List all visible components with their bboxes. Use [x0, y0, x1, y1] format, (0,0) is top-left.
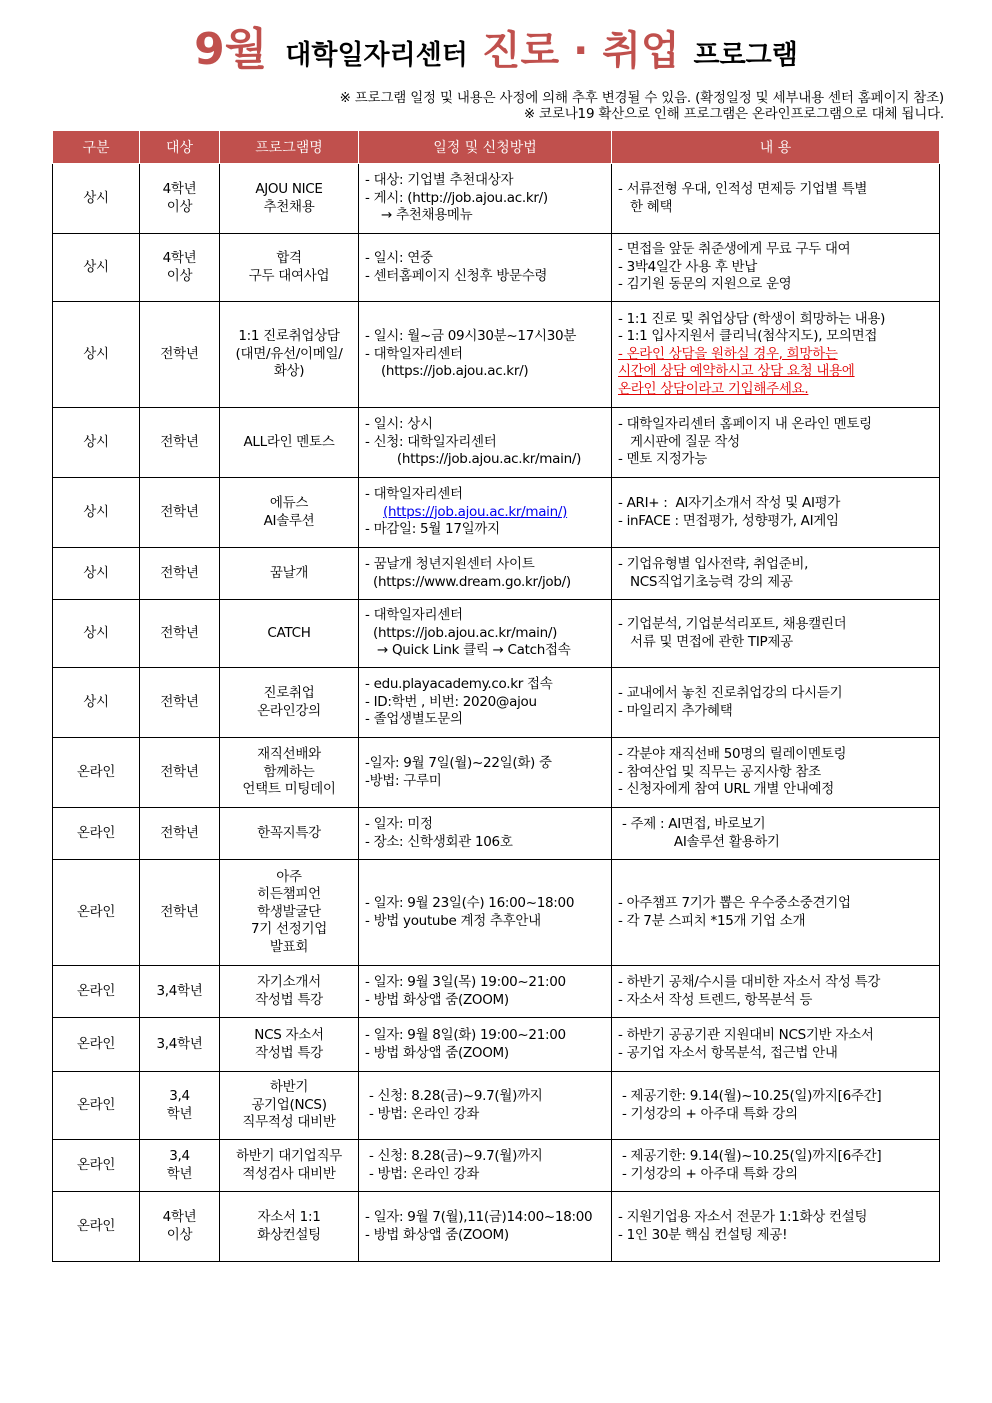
cell-line: - 1:1 진로 및 취업상담 (학생이 희망하는 내용): [618, 310, 886, 327]
cell-line: 적성검사 대비반: [242, 1165, 336, 1182]
cell-line: - 제공기한: 9.14(월)~10.25(일)까지[6주간]: [618, 1148, 882, 1164]
cell-content: [612, 164, 940, 234]
cell-schedule: [359, 478, 612, 548]
cell-line: NCS 자소서: [254, 1027, 324, 1043]
cell-schedule: [359, 668, 612, 738]
cell-line: - 기성강의 + 아주대 특화 강의: [618, 1105, 798, 1122]
cell-target: [140, 860, 220, 966]
cell-schedule: [359, 164, 612, 234]
cell-schedule: [359, 860, 612, 966]
cell-type: [53, 860, 140, 966]
cell-schedule: [359, 302, 612, 408]
cell-line: 이상: [166, 267, 193, 284]
cell-schedule: [359, 966, 612, 1018]
cell-line: - 센터홈페이지 신청후 방문수령: [365, 267, 548, 284]
cell-line: (https://job.ajou.ac.kr/main/): [365, 624, 558, 641]
cell-line: 이상: [166, 1226, 193, 1243]
cell-type: [53, 302, 140, 408]
cell-line: (대면/유선/이메일/: [235, 345, 343, 362]
cell-line: 전학년: [160, 503, 199, 520]
cell-line: - 일자: 미정: [365, 816, 433, 832]
cell-target: [140, 164, 220, 234]
cell-line: 학생발굴단: [257, 903, 321, 920]
cell-schedule: [359, 738, 612, 808]
cell-line: 온라인: [76, 1096, 116, 1113]
cell-schedule: [359, 408, 612, 478]
cell-line: - 신청자에게 참여 URL 개별 안내예정: [618, 781, 835, 798]
cell-program-name: [220, 1072, 359, 1140]
cell-line: 전학년: [160, 624, 199, 641]
cell-content: [612, 1192, 940, 1262]
cell-line: 온라인: [76, 763, 116, 780]
cell-line: - 방법 화상앱 줌(ZOOM): [365, 1044, 509, 1061]
cell-line: 전학년: [160, 763, 199, 780]
cell-line: 화상): [273, 363, 305, 380]
cell-line: 전학년: [160, 824, 199, 841]
cell-line: 온라인: [76, 1217, 116, 1234]
cell-line: - 지원기업용 자소서 전문가 1:1화상 컨설팅: [618, 1209, 868, 1225]
cell-target: [140, 600, 220, 668]
cell-program-name: [220, 600, 359, 668]
cell-schedule: [359, 600, 612, 668]
cell-line: - 대학일자리센터: [365, 345, 463, 362]
cell-line: 이상: [166, 198, 193, 215]
cell-type: [53, 478, 140, 548]
cell-line: - ARI+ : AI자기소개서 작성 및 AI평가: [618, 495, 841, 511]
cell-line: 7기 선정기업: [251, 921, 327, 938]
cell-line: 히든챔피언: [257, 886, 321, 903]
cell-line: 직무적성 대비반: [242, 1114, 336, 1131]
cell-program-name: [220, 548, 359, 600]
cell-line: - 김기원 동문의 지원으로 운영: [618, 276, 792, 293]
cell-line: - 일자: 9월 8일(화) 19:00~21:00: [365, 1027, 566, 1043]
cell-content: [612, 548, 940, 600]
online-consult-note: 시간에 상담 예약하시고 상담 요청 내용에: [618, 363, 855, 380]
cell-line: - 주제 : AI면접, 바로보기: [618, 816, 766, 832]
cell-line: - 각분야 재직선배 50명의 릴레이멘토링: [618, 746, 847, 763]
title-career: 진로 · 취업: [481, 28, 680, 74]
cell-content: [612, 478, 940, 548]
cell-line: - 일자: 9월 3일(목) 19:00~21:00: [365, 974, 566, 990]
cell-line: (https://www.dream.go.kr/job/): [365, 573, 571, 590]
cell-type: [53, 1192, 140, 1262]
cell-line: 3,4: [169, 1088, 190, 1104]
cell-line: (https://job.ajou.ac.kr/main/): [365, 451, 582, 468]
table-row: [53, 1192, 940, 1262]
cell-line: - 방법: 온라인 강좌: [365, 1105, 479, 1122]
table-row: [53, 1018, 940, 1072]
cell-line: - 일시: 상시: [365, 416, 433, 433]
cell-line: - 꿈날개 청년지원센터 사이트: [365, 556, 535, 572]
cell-line: - 기업분석, 기업분석리포트, 채용캘린더: [618, 616, 847, 632]
cell-type: [53, 808, 140, 860]
cell-line: 온라인: [76, 1035, 116, 1052]
cell-line: -방법: 구루미: [365, 772, 442, 789]
cell-line: 게시판에 질문 작성: [618, 433, 740, 450]
table-row: [53, 234, 940, 302]
cell-line: 공기업(NCS): [251, 1096, 327, 1113]
cell-line: - 일자: 9월 7(월),11(금)14:00~18:00: [365, 1209, 593, 1225]
cell-type: [53, 1018, 140, 1072]
cell-line: 하반기: [269, 1079, 309, 1096]
cell-schedule: [359, 808, 612, 860]
cell-program-name: [220, 860, 359, 966]
cell-line: 발표회: [269, 938, 309, 955]
cell-content: [612, 302, 940, 408]
cell-line: - 방법 youtube 계정 추후안내: [365, 912, 541, 929]
cell-line: 상시: [83, 564, 109, 581]
cell-line: - 대학일자리센터: [365, 486, 463, 503]
table-row: [53, 1140, 940, 1192]
cell-content: [612, 738, 940, 808]
cell-line: AJOU NICE: [255, 181, 323, 197]
cell-line: - 서류전형 우대, 인적성 면제등 기업별 특별: [618, 181, 868, 197]
cell-line: 4학년: [162, 250, 197, 266]
cell-line: - 공기업 자소서 항목분석, 접근법 안내: [618, 1044, 838, 1061]
cell-type: [53, 738, 140, 808]
cell-target: [140, 1192, 220, 1262]
cell-line: 전학년: [160, 903, 199, 920]
cell-line: - 일시: 연중: [365, 250, 433, 266]
cell-line: AI솔루션: [263, 512, 315, 529]
cell-content: [612, 808, 940, 860]
cell-target: [140, 1072, 220, 1140]
title-center: 대학일자리센터: [285, 40, 468, 71]
table-row: [53, 478, 940, 548]
cell-program-name: [220, 1140, 359, 1192]
cell-content: [612, 966, 940, 1018]
cell-target: [140, 668, 220, 738]
cell-program-name: [220, 408, 359, 478]
cell-line: 한꼭지특강: [257, 824, 321, 841]
cell-type: [53, 408, 140, 478]
cell-line: 전학년: [160, 693, 199, 710]
cell-target: [140, 1018, 220, 1072]
cell-type: [53, 1140, 140, 1192]
cell-line: 전학년: [160, 433, 199, 450]
cell-line: 온라인강의: [257, 702, 321, 719]
cell-line: 구두 대여사업: [248, 267, 330, 284]
cell-line: 서류 및 면접에 관한 TIP제공: [618, 633, 793, 650]
table-row: [53, 738, 940, 808]
cell-line: - 방법: 온라인 강좌: [365, 1165, 479, 1182]
cell-line: 진로취업: [263, 685, 315, 701]
cell-type: [53, 668, 140, 738]
cell-line: - 1:1 입사지원서 클리닉(첨삭지도), 모의면접: [618, 328, 878, 345]
cell-line: - 대상: 기업별 추천대상자: [365, 172, 514, 189]
cell-line: 온라인: [76, 1156, 116, 1173]
cell-line: NCS직업기초능력 강의 제공: [618, 573, 793, 590]
cell-line: 4학년: [162, 1209, 197, 1225]
cell-line: - 졸업생별도문의: [365, 711, 463, 728]
cell-type: [53, 164, 140, 234]
cell-schedule: [359, 548, 612, 600]
cell-line: - 마감일: 5월 17일까지: [365, 521, 500, 538]
cell-line: 한 혜택: [618, 198, 673, 215]
cell-line: - 1인 30분 핵심 컨설팅 제공!: [618, 1226, 788, 1243]
cell-schedule: [359, 1192, 612, 1262]
cell-program-name: [220, 1192, 359, 1262]
cell-line: 상시: [83, 258, 109, 275]
cell-target: [140, 1140, 220, 1192]
table-row: [53, 668, 940, 738]
cell-target: [140, 808, 220, 860]
cell-line: 언택트 미팅데이: [242, 781, 336, 798]
cell-line: - 기성강의 + 아주대 특화 강의: [618, 1165, 798, 1182]
online-consult-note: 온라인 상담이라고 기입해주세요.: [618, 380, 809, 397]
cell-line: 상시: [83, 693, 109, 710]
cell-line: 함께하는: [263, 763, 315, 780]
cell-line: - ID:학번 , 비번: 2020@ajou: [365, 693, 537, 710]
cell-line: - 신청: 대학일자리센터: [365, 433, 497, 450]
cell-line: 상시: [83, 503, 109, 520]
cell-line: - 3박4일간 사용 후 반납: [618, 258, 758, 275]
cell-line: - 면접을 앞둔 취준생에게 무료 구두 대여: [618, 241, 851, 258]
cell-line: 합격: [276, 250, 302, 266]
cell-line: - 하반기 공공기관 지원대비 NCS기반 자소서: [618, 1027, 874, 1043]
cell-line: - 마일리지 추가혜택: [618, 702, 733, 719]
cell-line: - 장소: 신학생회관 106호: [365, 833, 513, 850]
cell-line: - 자소서 작성 트렌드, 항목분석 등: [618, 991, 813, 1008]
cell-program-name: [220, 668, 359, 738]
cell-line: 전학년: [160, 345, 199, 362]
cell-target: [140, 548, 220, 600]
cell-line: 온라인: [76, 824, 116, 841]
cell-line: - 참여산업 및 직무는 공지사항 참조: [618, 763, 821, 780]
cell-schedule: [359, 1018, 612, 1072]
cell-line: 상시: [83, 624, 109, 641]
cell-program-name: [220, 234, 359, 302]
cell-content: [612, 668, 940, 738]
col-header-program: 프로그램명: [220, 131, 359, 164]
col-header-type: 구분: [53, 131, 140, 164]
cell-line: 상시: [83, 433, 109, 450]
cell-line: AI솔루션 활용하기: [618, 833, 780, 850]
cell-target: [140, 966, 220, 1018]
schedule-link[interactable]: (https://job.ajou.ac.kr/main/): [383, 503, 568, 520]
page-title: [0, 22, 992, 87]
cell-line: - 대학일자리센터 홈페이지 내 온라인 멘토링: [618, 416, 872, 433]
cell-line: 온라인: [76, 982, 116, 999]
cell-line: 1:1 진로취업상담: [238, 328, 340, 345]
cell-program-name: [220, 302, 359, 408]
cell-type: [53, 966, 140, 1018]
cell-line: 아주: [276, 868, 302, 885]
cell-type: [53, 1072, 140, 1140]
cell-line: -일자: 9월 7일(월)~22일(화) 중: [365, 755, 552, 771]
cell-target: [140, 738, 220, 808]
cell-content: [612, 408, 940, 478]
cell-line: - 게시: (http://job.ajou.ac.kr/): [365, 189, 548, 206]
cell-target: [140, 234, 220, 302]
table-row: [53, 966, 940, 1018]
cell-line: - 기업유형별 입사전략, 취업준비,: [618, 556, 809, 572]
col-header-content: 내 용: [612, 131, 940, 164]
title-month: 9월: [194, 24, 268, 75]
cell-line: 꿈날개: [269, 564, 309, 581]
cell-line: - 각 7분 스피치 *15개 기업 소개: [618, 912, 806, 929]
cell-line: 추천채용: [263, 198, 315, 215]
program-table: [52, 130, 940, 1262]
cell-line: 상시: [83, 345, 109, 362]
cell-line: 3,4학년: [156, 982, 203, 999]
cell-content: [612, 1072, 940, 1140]
table-row: [53, 302, 940, 408]
cell-line: - 제공기한: 9.14(월)~10.25(일)까지[6주간]: [618, 1088, 882, 1104]
cell-program-name: [220, 1018, 359, 1072]
cell-line: → 추천채용메뉴: [365, 207, 473, 224]
cell-line: 화상컨설팅: [257, 1226, 321, 1243]
cell-line: (https://job.ajou.ac.kr/): [365, 363, 529, 380]
table-row: [53, 860, 940, 966]
cell-line: CATCH: [267, 624, 311, 641]
cell-line: - 방법 화상앱 줌(ZOOM): [365, 1226, 509, 1243]
cell-type: [53, 600, 140, 668]
table-row: [53, 548, 940, 600]
cell-schedule: [359, 1072, 612, 1140]
cell-line: 자소서 1:1: [257, 1209, 321, 1225]
col-header-schedule: 일정 및 신청방법: [359, 131, 612, 164]
cell-program-name: [220, 478, 359, 548]
cell-target: [140, 408, 220, 478]
notice-line: ※ 프로그램 일정 및 내용은 사정에 의해 추후 변경될 수 있음. (확정일정 및 세부내용 센터 홈페이지 참조): [339, 90, 944, 106]
cell-line: 온라인: [76, 903, 116, 920]
table-row: [53, 164, 940, 234]
cell-program-name: [220, 738, 359, 808]
cell-type: [53, 234, 140, 302]
cell-line: 3,4학년: [156, 1035, 203, 1052]
cell-schedule: [359, 1140, 612, 1192]
cell-line: - edu.playacademy.co.kr 접속: [365, 676, 553, 693]
cell-content: [612, 234, 940, 302]
cell-line: 전학년: [160, 564, 199, 581]
cell-line: - 아주챔프 7기가 뽑은 우수중소중견기업: [618, 895, 851, 911]
cell-line: 하반기 대기업직무: [236, 1148, 342, 1164]
cell-line: - 일자: 9월 23일(수) 16:00~18:00: [365, 895, 575, 911]
cell-line: ALL라인 멘토스: [243, 433, 335, 450]
cell-content: [612, 1018, 940, 1072]
cell-line: 학년: [166, 1165, 193, 1182]
cell-content: [612, 860, 940, 966]
col-header-target: 대상: [140, 131, 220, 164]
cell-schedule: [359, 234, 612, 302]
cell-program-name: [220, 808, 359, 860]
cell-line: - 하반기 공채/수시를 대비한 자소서 작성 특강: [618, 974, 881, 990]
table-row: [53, 808, 940, 860]
cell-line: 재직선배와: [257, 746, 321, 763]
cell-program-name: [220, 966, 359, 1018]
cell-line: 3,4: [169, 1148, 190, 1164]
cell-program-name: [220, 164, 359, 234]
cell-content: [612, 1140, 940, 1192]
cell-line: 자기소개서: [257, 974, 321, 990]
cell-line: 에듀스: [269, 495, 309, 511]
cell-line: - 신청: 8.28(금)~9.7(월)까지: [365, 1088, 543, 1104]
notice: [44, 90, 944, 122]
cell-target: [140, 478, 220, 548]
cell-line: - 일시: 월~금 09시30분~17시30분: [365, 328, 577, 345]
cell-line: 작성법 특강: [255, 991, 323, 1008]
cell-content: [612, 600, 940, 668]
cell-line: 4학년: [162, 181, 197, 197]
cell-line: - inFACE : 면접평가, 성향평가, AI게임: [618, 512, 839, 529]
notice-line: ※ 코로나19 확산으로 인해 프로그램은 온라인프로그램으로 대체 됩니다.: [523, 106, 944, 122]
cell-line: - 대학일자리센터: [365, 607, 463, 624]
cell-type: [53, 548, 140, 600]
cell-line: - 방법 화상앱 줌(ZOOM): [365, 991, 509, 1008]
title-program: 프로그램: [693, 40, 798, 71]
cell-line: 상시: [83, 189, 109, 206]
cell-line: 작성법 특강: [255, 1044, 323, 1061]
cell-line: 학년: [166, 1105, 193, 1122]
table-row: [53, 600, 940, 668]
table-header-row: [53, 131, 940, 164]
cell-line: - 교내에서 놓친 진로취업강의 다시듣기: [618, 685, 843, 701]
table-row: [53, 408, 940, 478]
cell-target: [140, 302, 220, 408]
cell-line: - 멘토 지정가능: [618, 451, 707, 468]
table-row: [53, 1072, 940, 1140]
cell-line: - 신청: 8.28(금)~9.7(월)까지: [365, 1148, 543, 1164]
online-consult-note: - 온라인 상담을 원하실 경우, 희망하는: [618, 345, 838, 362]
cell-line: → Quick Link 클릭 → Catch접속: [365, 642, 571, 659]
